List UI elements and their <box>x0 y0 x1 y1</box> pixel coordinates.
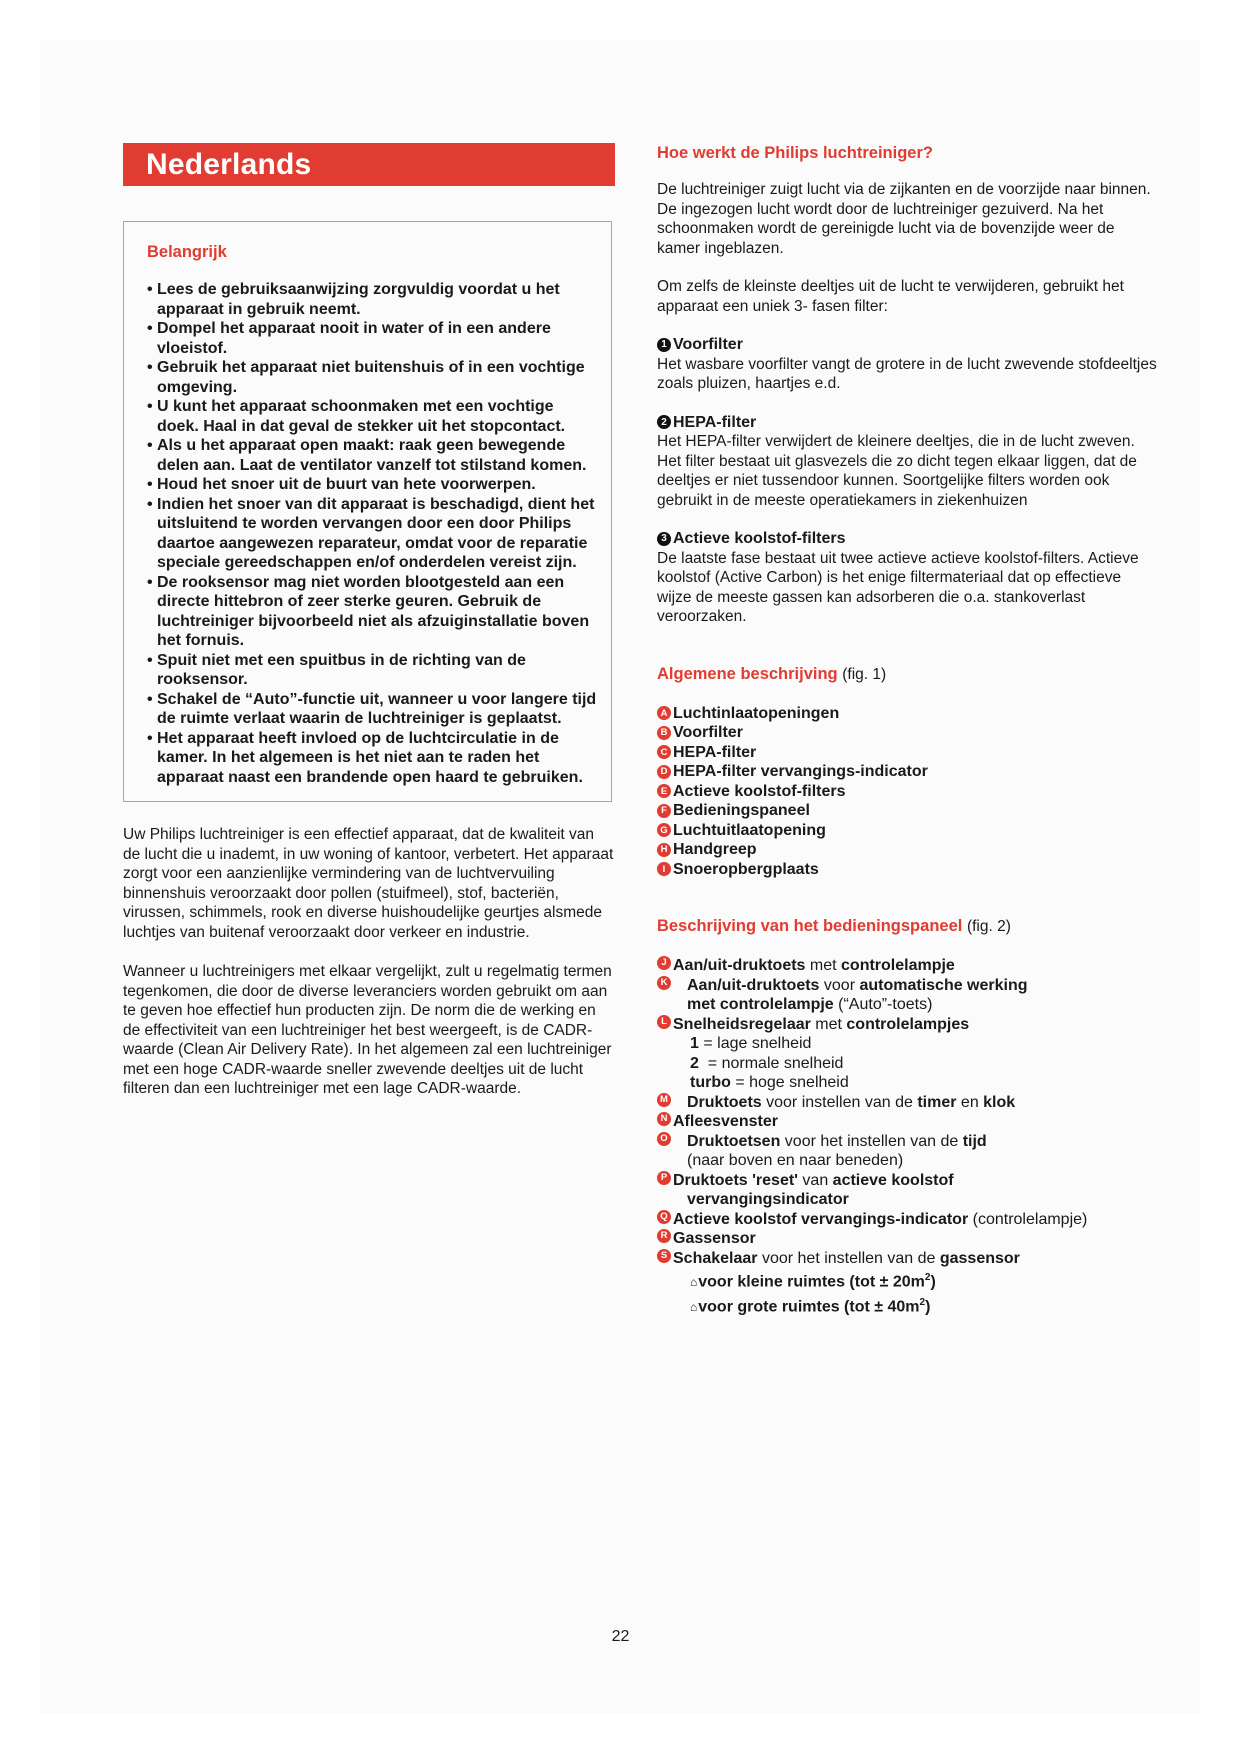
intro-paragraph: Uw Philips luchtreiniger is een effectief apparaat, dat de kwaliteit van de lucht die u inademt, in uw woning of kantoor, verbetert. Het apparaat zorgt voor een aanzienlijke vermindering van de luchtvervuiling binnenshuis veroorzaakt door pollen (stuifmeel), stof, bacteriën, virussen, schimmels, rook en diverse huishoudelijke geurtjes alsmede luchtjes van buitenaf veroorzaakt door verkeer en industrie. <box>123 826 614 941</box>
part-item <box>657 840 1157 860</box>
filter-block-prefilter <box>657 335 1157 394</box>
warning-item: • U kunt het apparaat schoonmaken met een vochtige doek. Haal in dat geval de stekker uit het stopcontact. <box>147 397 599 436</box>
panel-item-o: O Druktoetsen voor het instellen van de tijd (naar boven en naar beneden) <box>657 1132 1157 1171</box>
part-item <box>657 821 1157 841</box>
right-column <box>657 143 1157 1318</box>
letter-o-icon: O <box>657 1132 671 1146</box>
filter-block-hepa <box>657 413 1157 511</box>
figure-reference: (fig. 2) <box>966 918 1011 935</box>
part-item <box>657 743 1157 763</box>
letter-r-icon: R <box>657 1229 671 1243</box>
figure-reference: (fig. 1) <box>842 665 887 683</box>
letter-f-icon: F <box>657 804 671 818</box>
filter-title: HEPA-filter <box>673 413 757 431</box>
letter-a-icon: A <box>657 706 671 720</box>
warning-item: • Spuit niet met een spuitbus in de richting van de rooksensor. <box>147 651 599 690</box>
panel-item-s: S Schakelaar voor het instellen van de gassensor <box>657 1249 1157 1269</box>
panel-item-n: N Afleesvenster <box>657 1112 1157 1132</box>
part-label: Handgreep <box>673 841 757 858</box>
warning-item: • Indien het snoer van dit apparaat is beschadigd, dient het uitsluitend te worden vervangen door een door Philips daartoe aangewezen reparateur, omdat voor de reparatie speciale gereedschappen en/of onderdelen vereist zijn. <box>147 495 599 573</box>
control-panel-list <box>657 956 1157 1318</box>
part-label: Voorfilter <box>673 724 743 741</box>
panel-item-l: L Snelheidsregelaar met controlelampjes <box>657 1015 1157 1035</box>
part-label: HEPA-filter vervangings-indicator <box>673 763 928 780</box>
general-description-heading <box>657 664 1157 685</box>
heading-text: Beschrijving van het bedieningspaneel <box>657 917 963 935</box>
warning-item: • Houd het snoer uit de buurt van hete voorwerpen. <box>147 475 599 495</box>
part-label: Actieve koolstof-filters <box>673 782 846 800</box>
part-item <box>657 801 1157 821</box>
letter-h-icon: H <box>657 843 671 857</box>
warning-item: • Het apparaat heeft invloed op de luchtcirculatie in de kamer. In het algemeen is het niet aan te raden het apparaat naast een brandende open haard te gebruiken. <box>147 729 599 788</box>
how-it-works-heading: Hoe werkt de Philips luchtreiniger? <box>657 144 933 162</box>
letter-l-icon: L <box>657 1015 671 1029</box>
part-item <box>657 782 1157 802</box>
letter-i-icon: I <box>657 862 671 876</box>
page-number: 22 <box>611 1628 630 1645</box>
important-box <box>123 221 612 802</box>
warning-item: • Lees de gebruiksaanwijzing zorgvuldig voordat u het apparaat in gebruik neemt. <box>147 280 599 319</box>
warning-item: • Schakel de “Auto”-functie uit, wanneer u voor langere tijd de ruimte verlaat waarin de luchtreiniger is geplaatst. <box>147 690 599 729</box>
part-label: HEPA-filter <box>673 743 757 761</box>
important-title: Belangrijk <box>147 243 227 261</box>
how-paragraph-1: De luchtreiniger zuigt lucht via de zijkanten en de voorzijde naar binnen. De ingezogen lucht wordt door de luchtreiniger gezuiverd. Na het schoonmaken wordt de gereinigde lucht via de bovenzijde weer de kamer ingeblazen. <box>657 181 1151 257</box>
number-one-icon: 1 <box>657 338 671 352</box>
panel-item-m: M Druktoets voor instellen van de timer en klok <box>657 1093 1157 1113</box>
letter-q-icon: Q <box>657 1210 671 1224</box>
control-panel-heading <box>657 916 1157 937</box>
letter-k-icon: K <box>657 976 671 990</box>
heading-text: Algemene beschrijving <box>657 664 838 683</box>
speed-setting: 2 = normale snelheid <box>690 1054 844 1072</box>
panel-item-j: J Aan/uit-druktoets met controlelampje <box>657 956 1157 976</box>
number-two-icon: 2 <box>657 415 671 429</box>
how-paragraph-2: Om zelfs de kleinste deeltjes uit de lucht te verwijderen, gebruikt het apparaat een uniek 3- fasen filter: <box>657 278 1124 315</box>
warning-list <box>147 280 599 787</box>
panel-item-k: K Aan/uit-druktoets voor automatische werking met controlelampje (“Auto”-toets) <box>657 976 1157 1015</box>
letter-g-icon: G <box>657 823 671 837</box>
letter-s-icon: S <box>657 1249 671 1263</box>
large-room-icon: ⌂ <box>690 1300 698 1315</box>
warning-item: • Gebruik het apparaat niet buitenshuis of in een vochtige omgeving. <box>147 358 599 397</box>
letter-d-icon: D <box>657 765 671 779</box>
filter-description-extra: Het filter bestaat uit glasvezels die zo dicht tegen elkaar liggen, dat de deeltjes er niet tussendoor kunnen. Soortgelijke filters worden ook gebruikt in de meeste operatiekamers in ziekenhuizen <box>657 452 1137 509</box>
part-item <box>657 860 1157 880</box>
filter-title: Actieve koolstof-filters <box>673 530 846 547</box>
part-label: Luchtuitlaatopening <box>673 821 826 839</box>
filter-description: Het wasbare voorfilter vangt de grotere in de lucht zwevende stofdeeltjes zoals pluizen, haartjes e.d. <box>657 355 1157 392</box>
filter-description: Het HEPA-filter verwijdert de kleinere deeltjes, die in de lucht zweven. <box>657 433 1135 450</box>
panel-item-q: Q Actieve koolstof vervangings-indicator (controlelampje) <box>657 1210 1157 1230</box>
filter-description: De laatste fase bestaat uit twee actieve actieve koolstof-filters. Actieve koolstof (Active Carbon) is het enige filtermateriaal dat op effectieve wijze de meeste gassen kan adsorberen die o.a. stankoverlast veroorzaken. <box>657 549 1139 625</box>
language-banner: Nederlands <box>123 143 615 186</box>
parts-list <box>657 704 1157 880</box>
part-label: Snoeropbergplaats <box>673 860 819 878</box>
letter-p-icon: P <box>657 1171 671 1185</box>
letter-c-icon: C <box>657 745 671 759</box>
letter-b-icon: B <box>657 726 671 740</box>
panel-item-p: P Druktoets 'reset' van actieve koolstof vervangingsindicator <box>657 1171 1157 1210</box>
part-item <box>657 762 1157 782</box>
cadr-paragraph: Wanneer u luchtreinigers met elkaar vergelijkt, zult u regelmatig termen tegenkomen, die door de diverse leveranciers worden gebruikt om aan te geven hoe effectief hun producten zijn. De norm die de werking en de effectiviteit van een luchtreiniger het best weergeeft, is de CADR-waarde (Clean Air Delivery Rate). In het algemeen zal een luchtreiniger met een hoge CADR-waarde sneller zwevende deeltjes uit de lucht filteren dan een luchtreiniger met een lage CADR-waarde. <box>123 963 612 1097</box>
speed-setting: 1 = lage snelheid <box>690 1035 812 1052</box>
speed-setting: turbo = hoge snelheid <box>690 1074 849 1091</box>
filter-title: Voorfilter <box>673 336 743 353</box>
letter-m-icon: M <box>657 1093 671 1107</box>
part-label: Bedieningspaneel <box>673 802 810 819</box>
part-item <box>657 723 1157 743</box>
letter-e-icon: E <box>657 784 671 798</box>
room-setting-large: ⌂voor grote ruimtes $(tot \pm 40m^2)$ <box>690 1296 931 1316</box>
panel-item-r: R Gassensor <box>657 1229 1157 1249</box>
part-label: Luchtinlaatopeningen <box>673 704 840 722</box>
left-column <box>123 143 615 1099</box>
part-item <box>657 704 1157 724</box>
warning-item: • Dompel het apparaat nooit in water of in een andere vloeistof. <box>147 319 599 358</box>
letter-n-icon: N <box>657 1112 671 1126</box>
number-three-icon: 3 <box>657 532 671 546</box>
warning-item: • Als u het apparaat open maakt: raak geen bewegende delen aan. Laat de ventilator vanzelf tot stilstand komen. <box>147 436 599 475</box>
filter-block-carbon <box>657 529 1157 627</box>
room-setting-small: ⌂voor kleine ruimtes $(tot \pm 20m^2)$ <box>690 1272 936 1291</box>
small-room-icon: ⌂ <box>690 1275 698 1290</box>
letter-j-icon: J <box>657 956 671 970</box>
warning-item: • De rooksensor mag niet worden blootgesteld aan een directe hittebron of zeer sterke geuren. Gebruik de luchtreiniger bijvoorbeeld niet als afzuiginstallatie boven het fornuis. <box>147 573 599 651</box>
